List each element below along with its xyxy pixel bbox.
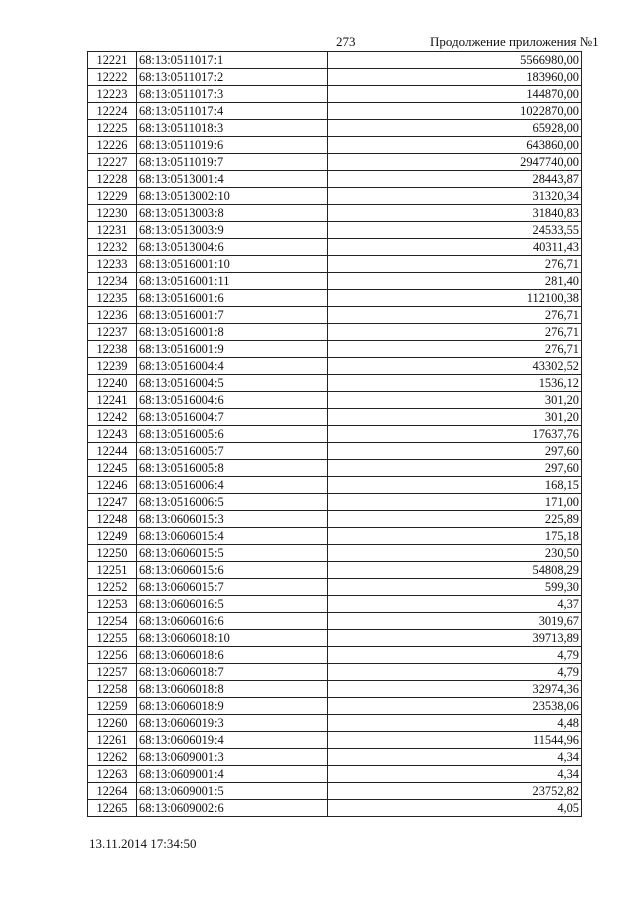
cadastral-value-cell: 175,18 [328, 528, 582, 545]
row-number-cell: 12265 [88, 800, 137, 817]
row-number-cell: 12223 [88, 86, 137, 103]
cadastral-value-cell: 276,71 [328, 307, 582, 324]
cadastral-value-cell: 4,34 [328, 766, 582, 783]
cadastral-value-cell: 183960,00 [328, 69, 582, 86]
cadastral-value-cell: 40311,43 [328, 239, 582, 256]
cadastral-number-cell: 68:13:0606015:4 [137, 528, 328, 545]
table-row [88, 528, 582, 545]
cadastral-number-cell: 68:13:0606016:5 [137, 596, 328, 613]
row-number-cell: 12257 [88, 664, 137, 681]
table-row [88, 596, 582, 613]
table-row [88, 579, 582, 596]
table-row [88, 766, 582, 783]
cadastral-value-cell: 31840,83 [328, 205, 582, 222]
cadastral-value-cell: 23538,06 [328, 698, 582, 715]
table-row [88, 137, 582, 154]
page-number: 273 [336, 34, 356, 49]
table-row [88, 732, 582, 749]
cadastral-value-cell: 301,20 [328, 392, 582, 409]
table-row [88, 188, 582, 205]
cadastral-number-cell: 68:13:0516005:8 [137, 460, 328, 477]
cadastral-number-cell: 68:13:0516001:6 [137, 290, 328, 307]
cadastral-value-cell: 4,34 [328, 749, 582, 766]
row-number-cell: 12258 [88, 681, 137, 698]
table-row [88, 681, 582, 698]
cadastral-value-cell: 11544,96 [328, 732, 582, 749]
row-number-cell: 12247 [88, 494, 137, 511]
cadastral-number-cell: 68:13:0513004:6 [137, 239, 328, 256]
table-row [88, 171, 582, 188]
cadastral-number-cell: 68:13:0606018:10 [137, 630, 328, 647]
table-row [88, 647, 582, 664]
row-number-cell: 12225 [88, 120, 137, 137]
cadastral-value-cell: 168,15 [328, 477, 582, 494]
cadastral-number-cell: 68:13:0511017:4 [137, 103, 328, 120]
cadastral-number-cell: 68:13:0511018:3 [137, 120, 328, 137]
table-row [88, 630, 582, 647]
cadastral-number-cell: 68:13:0606018:6 [137, 647, 328, 664]
cadastral-number-cell: 68:13:0511017:2 [137, 69, 328, 86]
row-number-cell: 12255 [88, 630, 137, 647]
cadastral-number-cell: 68:13:0513003:9 [137, 222, 328, 239]
table-row [88, 154, 582, 171]
table-row [88, 664, 582, 681]
table-row [88, 494, 582, 511]
cadastral-number-cell: 68:13:0511017:3 [137, 86, 328, 103]
row-number-cell: 12227 [88, 154, 137, 171]
cadastral-number-cell: 68:13:0516001:8 [137, 324, 328, 341]
table-row [88, 477, 582, 494]
row-number-cell: 12262 [88, 749, 137, 766]
row-number-cell: 12259 [88, 698, 137, 715]
cadastral-number-cell: 68:13:0606015:7 [137, 579, 328, 596]
cadastral-number-cell: 68:13:0606015:6 [137, 562, 328, 579]
cadastral-value-cell: 225,89 [328, 511, 582, 528]
table-row [88, 409, 582, 426]
table-row [88, 426, 582, 443]
row-number-cell: 12233 [88, 256, 137, 273]
cadastral-number-cell: 68:13:0516001:10 [137, 256, 328, 273]
table-row [88, 358, 582, 375]
row-number-cell: 12221 [88, 52, 137, 69]
row-number-cell: 12248 [88, 511, 137, 528]
row-number-cell: 12256 [88, 647, 137, 664]
row-number-cell: 12253 [88, 596, 137, 613]
cadastral-value-cell: 3019,67 [328, 613, 582, 630]
table-row [88, 698, 582, 715]
cadastral-number-cell: 68:13:0516001:11 [137, 273, 328, 290]
cadastral-value-cell: 144870,00 [328, 86, 582, 103]
cadastral-number-cell: 68:13:0513001:4 [137, 171, 328, 188]
cadastral-value-cell: 297,60 [328, 460, 582, 477]
row-number-cell: 12244 [88, 443, 137, 460]
row-number-cell: 12243 [88, 426, 137, 443]
cadastral-value-cell: 1022870,00 [328, 103, 582, 120]
cadastral-value-cell: 31320,34 [328, 188, 582, 205]
row-number-cell: 12246 [88, 477, 137, 494]
table-row [88, 239, 582, 256]
row-number-cell: 12240 [88, 375, 137, 392]
table-row [88, 52, 582, 69]
cadastral-number-cell: 68:13:0606016:6 [137, 613, 328, 630]
cadastral-value-cell: 23752,82 [328, 783, 582, 800]
cadastral-value-cell: 276,71 [328, 324, 582, 341]
table-row [88, 749, 582, 766]
row-number-cell: 12249 [88, 528, 137, 545]
row-number-cell: 12230 [88, 205, 137, 222]
cadastral-number-cell: 68:13:0511019:6 [137, 137, 328, 154]
cadastral-number-cell: 68:13:0606018:7 [137, 664, 328, 681]
cadastral-number-cell: 68:13:0609002:6 [137, 800, 328, 817]
row-number-cell: 12228 [88, 171, 137, 188]
cadastral-value-cell: 281,40 [328, 273, 582, 290]
row-number-cell: 12222 [88, 69, 137, 86]
cadastral-number-cell: 68:13:0516005:6 [137, 426, 328, 443]
cadastral-number-cell: 68:13:0513002:10 [137, 188, 328, 205]
table-row [88, 256, 582, 273]
table-row [88, 273, 582, 290]
cadastral-number-cell: 68:13:0609001:5 [137, 783, 328, 800]
table-row [88, 290, 582, 307]
cadastral-number-cell: 68:13:0516004:7 [137, 409, 328, 426]
cadastral-number-cell: 68:13:0606018:8 [137, 681, 328, 698]
cadastral-number-cell: 68:13:0606018:9 [137, 698, 328, 715]
cadastral-value-cell: 112100,38 [328, 290, 582, 307]
table-row [88, 511, 582, 528]
table-row [88, 545, 582, 562]
row-number-cell: 12254 [88, 613, 137, 630]
cadastral-value-cell: 599,30 [328, 579, 582, 596]
cadastral-number-cell: 68:13:0513003:8 [137, 205, 328, 222]
cadastral-number-cell: 68:13:0511017:1 [137, 52, 328, 69]
table-row [88, 324, 582, 341]
table-row [88, 392, 582, 409]
row-number-cell: 12242 [88, 409, 137, 426]
cadastral-number-cell: 68:13:0516001:9 [137, 341, 328, 358]
row-number-cell: 12232 [88, 239, 137, 256]
cadastral-value-cell: 17637,76 [328, 426, 582, 443]
cadastral-value-cell: 5566980,00 [328, 52, 582, 69]
cadastral-value-cell: 276,71 [328, 341, 582, 358]
table-row [88, 69, 582, 86]
row-number-cell: 12237 [88, 324, 137, 341]
print-timestamp: 13.11.2014 17:34:50 [89, 836, 197, 851]
cadastral-value-cell: 4,79 [328, 647, 582, 664]
table-row [88, 86, 582, 103]
row-number-cell: 12263 [88, 766, 137, 783]
row-number-cell: 12250 [88, 545, 137, 562]
cadastral-number-cell: 68:13:0606019:4 [137, 732, 328, 749]
cadastral-value-cell: 276,71 [328, 256, 582, 273]
table-row [88, 715, 582, 732]
cadastral-number-cell: 68:13:0606015:5 [137, 545, 328, 562]
cadastral-value-cell: 54808,29 [328, 562, 582, 579]
row-number-cell: 12235 [88, 290, 137, 307]
table-row [88, 562, 582, 579]
row-number-cell: 12252 [88, 579, 137, 596]
cadastral-value-cell: 43302,52 [328, 358, 582, 375]
table-row [88, 307, 582, 324]
table-row [88, 222, 582, 239]
cadastral-value-cell: 1536,12 [328, 375, 582, 392]
cadastral-number-cell: 68:13:0516001:7 [137, 307, 328, 324]
cadastral-number-cell: 68:13:0511019:7 [137, 154, 328, 171]
table-row [88, 103, 582, 120]
row-number-cell: 12224 [88, 103, 137, 120]
cadastral-value-cell: 65928,00 [328, 120, 582, 137]
cadastral-value-cell: 301,20 [328, 409, 582, 426]
cadastral-number-cell: 68:13:0609001:4 [137, 766, 328, 783]
table-body [88, 52, 582, 817]
cadastral-number-cell: 68:13:0606019:3 [137, 715, 328, 732]
cadastral-value-cell: 230,50 [328, 545, 582, 562]
cadastral-value-cell: 171,00 [328, 494, 582, 511]
row-number-cell: 12241 [88, 392, 137, 409]
row-number-cell: 12245 [88, 460, 137, 477]
cadastral-value-cell: 4,05 [328, 800, 582, 817]
cadastral-value-cell: 297,60 [328, 443, 582, 460]
cadastral-value-cell: 4,48 [328, 715, 582, 732]
table-row [88, 443, 582, 460]
row-number-cell: 12236 [88, 307, 137, 324]
row-number-cell: 12239 [88, 358, 137, 375]
row-number-cell: 12231 [88, 222, 137, 239]
table-row [88, 375, 582, 392]
cadastral-value-cell: 32974,36 [328, 681, 582, 698]
row-number-cell: 12261 [88, 732, 137, 749]
cadastral-value-cell: 24533,55 [328, 222, 582, 239]
cadastral-value-table [87, 51, 582, 817]
row-number-cell: 12234 [88, 273, 137, 290]
row-number-cell: 12264 [88, 783, 137, 800]
cadastral-number-cell: 68:13:0606015:3 [137, 511, 328, 528]
cadastral-number-cell: 68:13:0516005:7 [137, 443, 328, 460]
table-row [88, 460, 582, 477]
row-number-cell: 12229 [88, 188, 137, 205]
table-row [88, 800, 582, 817]
cadastral-number-cell: 68:13:0516004:5 [137, 375, 328, 392]
table-row [88, 783, 582, 800]
table-row [88, 205, 582, 222]
table-row [88, 341, 582, 358]
row-number-cell: 12226 [88, 137, 137, 154]
cadastral-value-cell: 4,37 [328, 596, 582, 613]
cadastral-value-cell: 39713,89 [328, 630, 582, 647]
cadastral-value-cell: 4,79 [328, 664, 582, 681]
cadastral-number-cell: 68:13:0516006:4 [137, 477, 328, 494]
cadastral-value-cell: 2947740,00 [328, 154, 582, 171]
cadastral-number-cell: 68:13:0609001:3 [137, 749, 328, 766]
table-row [88, 613, 582, 630]
cadastral-value-cell: 28443,87 [328, 171, 582, 188]
continuation-note: Продолжение приложения №1 [430, 34, 599, 49]
cadastral-number-cell: 68:13:0516004:6 [137, 392, 328, 409]
cadastral-number-cell: 68:13:0516006:5 [137, 494, 328, 511]
cadastral-value-cell: 643860,00 [328, 137, 582, 154]
cadastral-number-cell: 68:13:0516004:4 [137, 358, 328, 375]
row-number-cell: 12251 [88, 562, 137, 579]
table-row [88, 120, 582, 137]
row-number-cell: 12238 [88, 341, 137, 358]
row-number-cell: 12260 [88, 715, 137, 732]
